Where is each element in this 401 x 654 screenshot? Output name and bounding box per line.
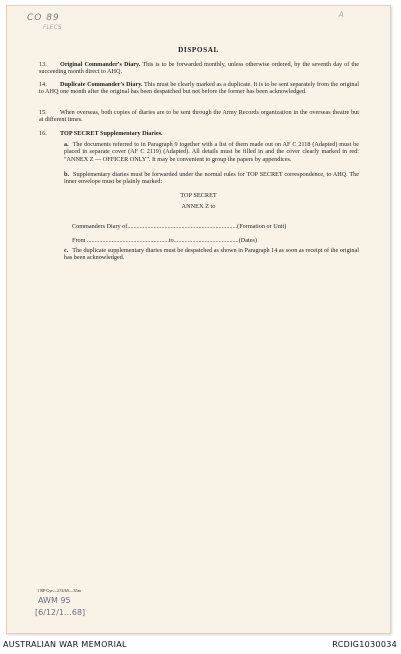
paragraph-number: 14. — [39, 81, 47, 88]
subparagraph-b — [64, 171, 359, 186]
document-page — [6, 5, 391, 634]
paragraph-text: This must be clearly marked as a duplicate. It is to be sent separately from the original to AHQ one month after the original has been despatched but not before the former has been acknowledged. — [39, 81, 359, 96]
page-title: DISPOSAL — [178, 46, 219, 54]
paragraph-14 — [39, 81, 359, 96]
envelope-top-secret: TOP SECRET — [180, 192, 217, 199]
subparagraph-c — [64, 247, 359, 262]
paragraph-heading: TOP SECRET Supplementary Diaries. — [60, 130, 163, 137]
subparagraph-letter: a. — [64, 141, 69, 148]
faint-stamp: FLECS — [43, 24, 62, 31]
paragraph-number: 16. — [39, 130, 47, 137]
printer-imprint: 1 BP Cyr—274/65—35m — [37, 588, 82, 593]
subparagraph-text: Supplementary diaries must be forwarded under the normal rules for TOP SECRET correspondence, to AHQ. The inner envelope must be plainly marked: — [64, 171, 359, 186]
paragraph-heading: Duplicate Commander's Diary. — [60, 81, 143, 88]
paragraph-text: This is to be forwarded monthly, unless otherwise ordered, by the seventh day of the succeeding month direct to AHQ. — [39, 61, 359, 76]
digitisation-id: RCDIG1030034 — [332, 640, 397, 649]
paragraph-15 — [39, 109, 359, 124]
subparagraph-text: The duplicate supplementary diaries must be despatched as shown in Paragraph 14 as soon as receipt of the original has been acknowledged. — [64, 247, 359, 262]
subparagraph-letter: c. — [64, 247, 69, 254]
handwritten-series: AWM 95 — [38, 596, 71, 605]
institution-label: AUSTRALIAN WAR MEMORIAL — [3, 640, 127, 649]
paragraph-13 — [39, 61, 359, 76]
paragraph-number: 15. — [39, 109, 47, 116]
envelope-dates-line: From .....................................................to..........................................(Dates) — [72, 237, 257, 244]
envelope-annex-z: ANNEX Z to — [181, 203, 216, 210]
paragraph-number: 13. — [39, 61, 47, 68]
envelope-commanders-diary-line: Commanders Diary of.......................................................................(Formation or Unit) — [72, 223, 287, 230]
paragraph-heading: Original Commander's Diary. — [60, 61, 141, 68]
subparagraph-letter: b. — [64, 171, 69, 178]
paragraph-16 — [39, 130, 359, 137]
pencil-reference: CO 89 — [27, 13, 60, 23]
subparagraph-a — [64, 141, 359, 163]
paragraph-text: When overseas, both copies of diaries are to be sent through the Army Records organization in the overseas theatre but at different times. — [39, 109, 359, 124]
subparagraph-text: The documents referred to in Paragraph 9 together with a list of them made out on AF C 2118 (Adapted) must be placed in separate cover (AF C 2119) (Adapted). All details must be filled in and the cover clearly marked in red: "ANNEX Z — OFFICER ONLY". It may be convenient to group the papers by appendices. — [64, 141, 359, 163]
corner-mark: A — [338, 10, 344, 19]
handwritten-reference: [6/12/1…68] — [35, 608, 86, 617]
